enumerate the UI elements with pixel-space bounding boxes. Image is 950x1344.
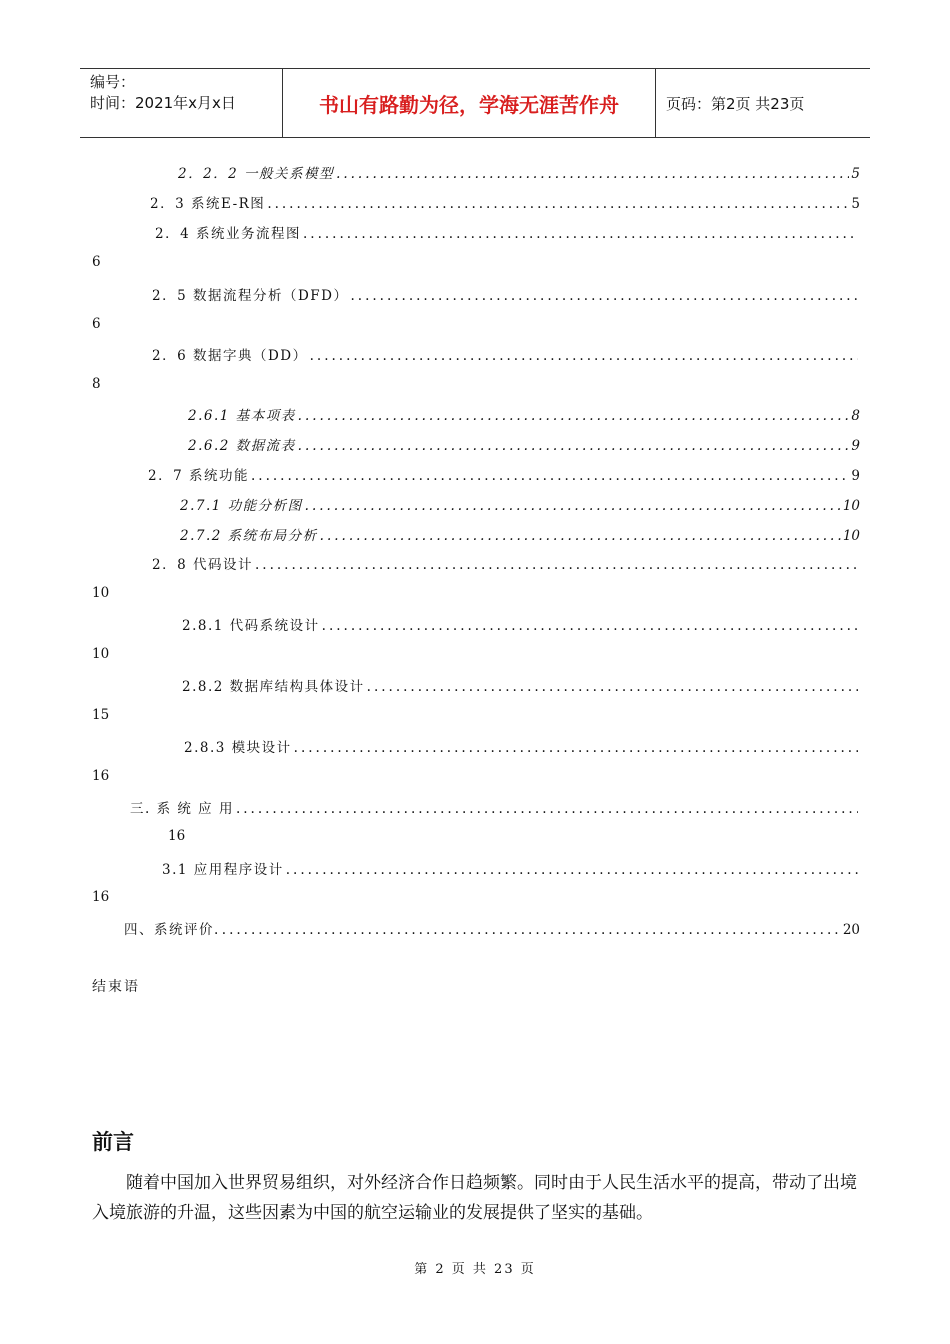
toc-entry-title: 3.1 应用程序设计 xyxy=(162,862,284,878)
toc-entry-title: 2.6.1 基本项表 xyxy=(188,408,296,424)
toc-entry[interactable] xyxy=(182,614,860,634)
toc-entry-title: 三. 系 统 应 用 xyxy=(130,801,234,817)
toc-entry-page: 10 xyxy=(92,646,110,662)
header-number: 编号： xyxy=(90,73,136,91)
toc-entry-page: 5 xyxy=(851,166,860,182)
toc-entry[interactable] xyxy=(180,524,860,544)
toc-entry[interactable] xyxy=(155,222,860,242)
toc-entry-title: 2．2．2 一般关系模型 xyxy=(178,166,335,182)
toc-entry[interactable] xyxy=(184,736,860,756)
toc-entry[interactable] xyxy=(188,434,860,454)
toc-entry-page: 6 xyxy=(92,254,101,270)
toc-entry-page: 8 xyxy=(851,408,860,424)
header-date: 时间：2021年x月x日 xyxy=(90,94,236,112)
toc-entry[interactable] xyxy=(182,675,860,695)
toc-entry-page: 9 xyxy=(851,438,860,454)
toc-entry[interactable] xyxy=(130,797,860,817)
toc-entry-page: 10 xyxy=(842,498,860,514)
toc-entry-title: 2．7 系统功能 xyxy=(148,468,249,484)
toc-entry[interactable] xyxy=(152,344,860,364)
toc-entry-page: 9 xyxy=(851,468,860,484)
toc-entry-page: 8 xyxy=(92,376,101,392)
toc-entry[interactable] xyxy=(152,553,860,573)
toc-entry-title: 2．8 代码设计 xyxy=(152,557,253,573)
header-page-info: 页码：第2页 共23页 xyxy=(666,94,805,113)
toc-entry[interactable] xyxy=(162,858,860,878)
toc-entry-title: 2.8.2 数据库结构具体设计 xyxy=(182,679,365,695)
toc-entry-title: 四、系统评价. xyxy=(124,922,220,938)
toc-end-entry[interactable]: 结束语 xyxy=(92,979,140,995)
toc-entry-title: 2．4 系统业务流程图 xyxy=(155,226,301,242)
toc-entry-page: 5 xyxy=(851,196,860,212)
toc-entry-page: 16 xyxy=(168,828,186,844)
toc-entry-page: 6 xyxy=(92,316,101,332)
toc-entry-title: 2．5 数据流程分析（DFD） xyxy=(152,288,349,304)
toc-entry-title: 2．6 数据字典（DD） xyxy=(152,348,308,364)
toc-entry-title: 2.7.1 功能分析图 xyxy=(180,498,303,514)
toc-entry[interactable] xyxy=(148,464,860,484)
toc-entry[interactable] xyxy=(124,918,860,938)
toc-entry[interactable] xyxy=(152,284,860,304)
preface-heading: 前言 xyxy=(92,1130,134,1154)
toc-entry-title: 2．3 系统E-R图 xyxy=(150,196,266,212)
toc-entry[interactable] xyxy=(188,404,860,424)
preface-paragraph: 随着中国加入世界贸易组织，对外经济合作日趋频繁。同时由于人民生活水平的提高，带动了出境入境旅游的升温，这些因素为中国的航空运输业的发展提供了坚实的基础。 xyxy=(92,1173,857,1223)
page-footer: 第 2 页 共 23 页 xyxy=(414,1262,536,1277)
toc-entry-page: 10 xyxy=(92,585,110,601)
toc-entry-title: 2.7.2 系统布局分析 xyxy=(180,528,318,544)
header-motto: 书山有路勤为径，学海无涯苦作舟 xyxy=(282,69,656,137)
toc-entry[interactable] xyxy=(178,162,860,182)
toc-entry-page: 15 xyxy=(92,707,110,723)
toc-entry-title: 2.6.2 数据流表 xyxy=(188,438,296,454)
toc-entry[interactable] xyxy=(150,192,860,212)
toc-entry-page: 10 xyxy=(842,528,860,544)
toc-entry-page: 16 xyxy=(92,889,110,905)
toc-entry-page: 16 xyxy=(92,768,110,784)
toc-entry[interactable] xyxy=(180,494,860,514)
toc-entry-page: 20 xyxy=(842,922,860,938)
toc-entry-title: 2.8.1 代码系统设计 xyxy=(182,618,320,634)
toc-entry-title: 2.8.3 模块设计 xyxy=(184,740,292,756)
